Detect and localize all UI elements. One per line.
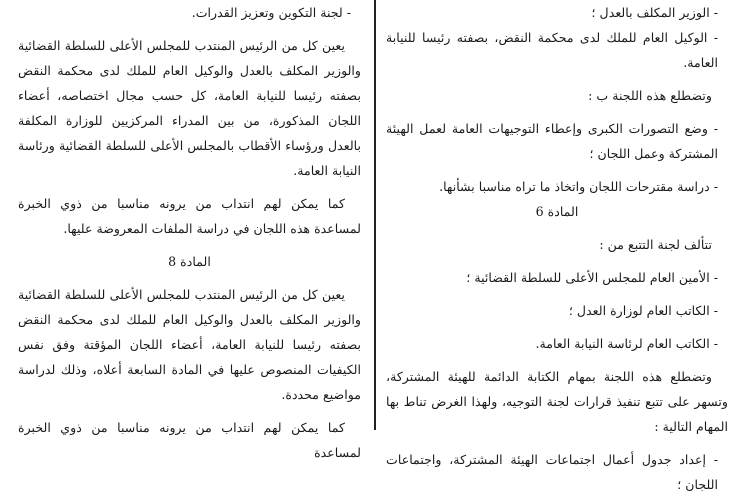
paragraph: يعين كل من الرئيس المنتدب للمجلس الأعلى للسلطة القضائية والوزير المكلف بالعدل والوكيل العام للملك لدى محكمة النقض بصفته رئيسا للنيابة العامة، أعضاء اللجان المؤقتة وفق نفس الكيفيات المنصوص عليها في المادة السابعة أعلاه، وذلك لدراسة مواضيع محددة.: [18, 287, 361, 402]
paragraph: - الأمين العام للمجلس الأعلى للسلطة القضائية ؛: [466, 270, 718, 285]
paragraph: كما يمكن لهم انتداب من يرونه مناسبا من ذوي الخبرة لمساعدة: [18, 420, 361, 460]
right-column: [386, 0, 728, 492]
paragraph: - دراسة مقترحات اللجان واتخاذ ما تراه مناسبا بشأنها.: [439, 179, 718, 194]
article-heading: المادة 8: [168, 254, 211, 269]
paragraph: - الكاتب العام لوزارة العدل ؛: [568, 303, 718, 318]
paragraph: وتضطلع هذه اللجنة ب :: [588, 88, 712, 103]
left-column: [18, 0, 361, 460]
column-divider: [374, 0, 376, 430]
paragraph: - الوكيل العام للملك لدى محكمة النقض، بصفته رئيسا للنيابة العامة.: [386, 30, 718, 70]
paragraph: - وضع التصورات الكبرى وإعطاء التوجيهات العامة لعمل الهيئة المشتركة وعمل اللجان ؛: [386, 121, 718, 161]
paragraph: كما يمكن لهم انتداب من يرونه مناسبا من ذوي الخبرة لمساعدة هذه اللجان في دراسة الملفات المعروضة عليها.: [18, 196, 361, 236]
paragraph: - لجنة التكوين وتعزيز القدرات.: [191, 5, 351, 20]
paragraph: تتألف لجنة التتبع من :: [599, 237, 712, 252]
paragraph: وتضطلع هذه اللجنة بمهام الكتابة الدائمة للهيئة المشتركة، وتسهر على تتبع تنفيذ قرارات لجنة التوجيه، ولهذا الغرض تناط بها المهام التالية :: [386, 369, 728, 434]
paragraph: يعين كل من الرئيس المنتدب للمجلس الأعلى للسلطة القضائية والوزير المكلف بالعدل والوكيل العام للملك لدى محكمة النقض بصفته رئيسا للنيابة العامة، كل حسب مجال اختصاصه، أعضاء اللجان المذكورة، من بين المدراء المركزيين للوزارة المكلفة بالعدل ورؤساء الأقطاب بالمجلس الأعلى للسلطة القضائية ورئاسة النيابة العامة.: [18, 38, 361, 178]
paragraph: - الكاتب العام لرئاسة النيابة العامة.: [535, 336, 718, 351]
article-heading: المادة 6: [535, 204, 579, 219]
paragraph: - إعداد جدول أعمال اجتماعات الهيئة المشتركة، واجتماعات اللجان ؛: [386, 452, 718, 492]
paragraph: - الوزير المكلف بالعدل ؛: [591, 5, 718, 20]
